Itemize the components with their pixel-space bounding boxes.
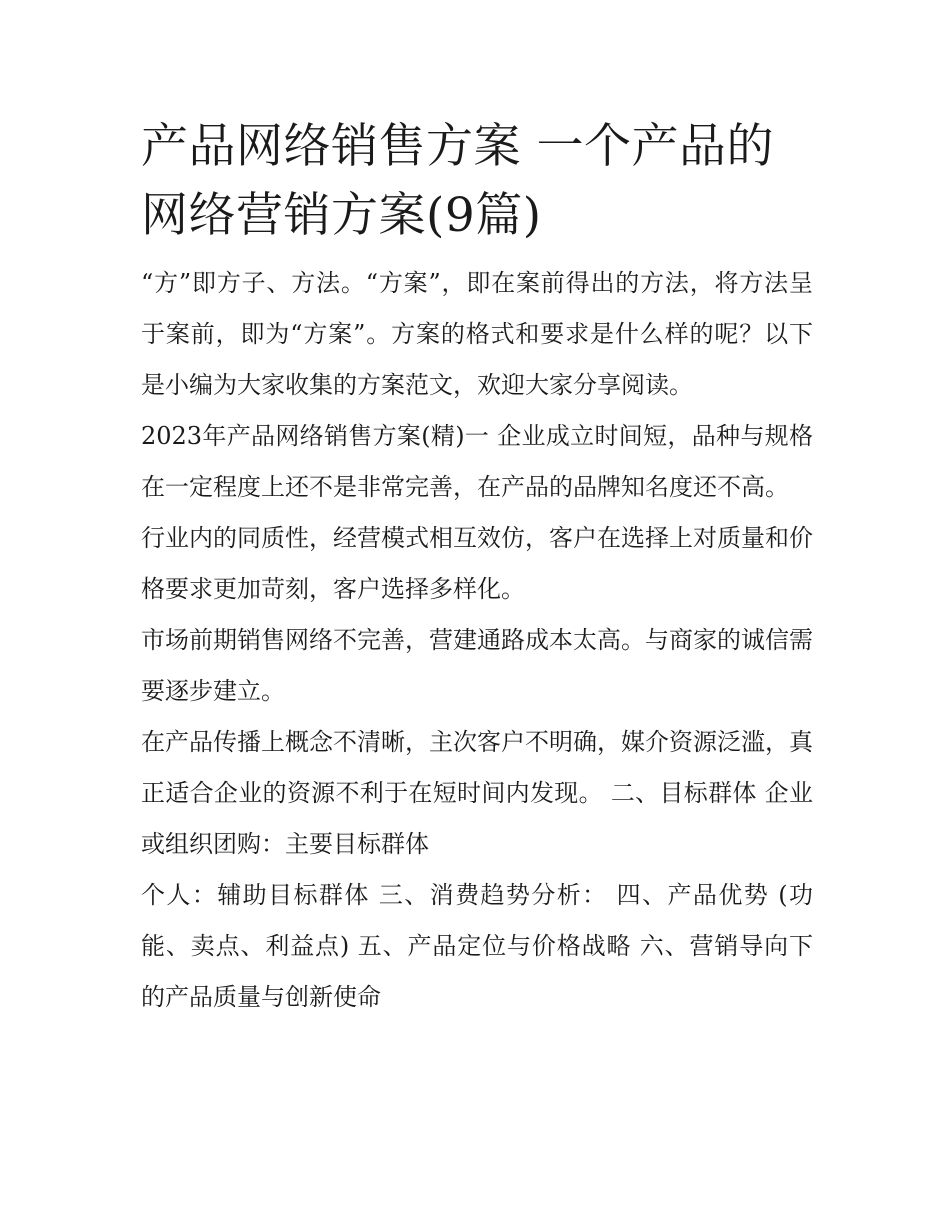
paragraph-market: 市场前期销售网络不完善，营建通路成本太高。与商家的诚信需要逐步建立。 (141, 626, 813, 705)
paragraph-intro: “方”即方子、方法。“方案”，即在案前得出的方法，将方法呈于案前，即为“方案”。方案的格式和要求是什么样的呢？以下是小编为大家收集的方案范文，欢迎大家分享阅读。 (141, 269, 813, 399)
paragraph-industry: 行业内的同质性，经营模式相互效仿，客户在选择上对质量和价格要求更加苛刻，客户选择多样化。 (141, 524, 813, 603)
paragraph-plan-one: 2023年产品网络销售方案(精)一 企业成立时间短，品种与规格在一定程度上还不是非常完善，在产品的品牌知名度还不高。 (141, 422, 813, 501)
paragraph-outline: 个人：辅助目标群体 三、消费趋势分析： 四、产品优势 (功能、卖点、利益点) 五、产品定位与价格战略 六、营销导向下的产品质量与创新使命 (141, 881, 813, 1011)
document-title: 产品网络销售方案 一个产品的网络营销方案(9篇) (141, 119, 774, 243)
paragraph-target-group: 在产品传播上概念不清晰，主次客户不明确，媒介资源泛滥，真正适合企业的资源不利于在短时间内发现。 二、目标群体 企业或组织团购：主要目标群体 (141, 728, 813, 858)
document-body (141, 112, 813, 1023)
